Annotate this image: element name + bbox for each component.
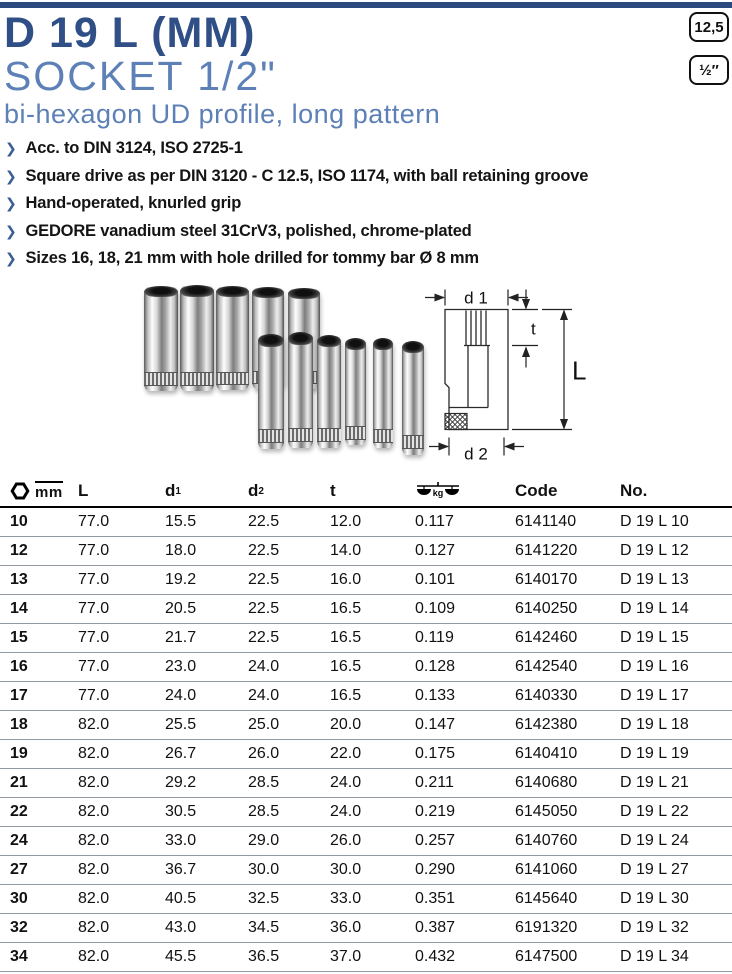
cell-L: 82.0 <box>78 914 165 943</box>
cell-d1: 36.7 <box>165 856 248 885</box>
bullet-chevron-icon: ❯ <box>5 250 17 266</box>
cell-weight: 0.432 <box>415 943 505 972</box>
feature-text: Sizes 16, 18, 21 mm with hole drilled for tommy bar Ø 8 mm <box>25 249 479 267</box>
cell-t: 37.0 <box>330 943 415 972</box>
header-label: d <box>165 481 176 500</box>
column-header-L <box>78 476 165 507</box>
table-row <box>0 653 732 682</box>
top-accent-bar <box>0 2 732 8</box>
cell-L: 77.0 <box>78 566 165 595</box>
cell-no: D 19 L 22 <box>610 798 732 827</box>
feature-text: Acc. to DIN 3124, ISO 2725-1 <box>25 139 243 157</box>
spec-table-head <box>0 476 732 507</box>
cell-L: 82.0 <box>78 769 165 798</box>
cell-d1: 26.7 <box>165 740 248 769</box>
cell-d1: 25.5 <box>165 711 248 740</box>
bullet-chevron-icon: ❯ <box>5 140 17 156</box>
table-row <box>0 682 732 711</box>
product-photo-sockets <box>142 283 434 459</box>
cell-no: D 19 L 18 <box>610 711 732 740</box>
table-row <box>0 711 732 740</box>
socket-knurl-band <box>402 435 424 449</box>
cell-d2: 22.5 <box>248 566 330 595</box>
table-row <box>0 769 732 798</box>
cell-weight: 0.127 <box>415 537 505 566</box>
cell-code: 6191320 <box>505 914 610 943</box>
cell-t: 16.5 <box>330 624 415 653</box>
cell-d2: 30.0 <box>248 856 330 885</box>
column-header-d1 <box>165 476 248 507</box>
cell-no: D 19 L 17 <box>610 682 732 711</box>
cell-size: 18 <box>0 711 78 740</box>
feature-text: Square drive as per DIN 3120 - C 12.5, ISO 1174, with ball retaining groove <box>25 166 589 185</box>
cell-d2: 28.5 <box>248 769 330 798</box>
socket-image <box>216 287 249 390</box>
cell-d1: 18.0 <box>165 537 248 566</box>
cell-d1: 29.2 <box>165 769 248 798</box>
cell-no: D 19 L 15 <box>610 624 732 653</box>
cell-weight: 0.109 <box>415 595 505 624</box>
column-header-t <box>330 476 415 507</box>
cell-size: 16 <box>0 653 78 682</box>
socket-opening <box>258 334 284 347</box>
feature-text: Hand-operated, knurled grip <box>25 194 242 212</box>
socket-opening <box>402 341 424 353</box>
cell-code: 6147500 <box>505 943 610 972</box>
cell-no: D 19 L 34 <box>610 943 732 972</box>
cell-size: 32 <box>0 914 78 943</box>
cell-code: 6141220 <box>505 537 610 566</box>
table-row <box>0 827 732 856</box>
cell-d2: 22.5 <box>248 624 330 653</box>
cell-size: 24 <box>0 827 78 856</box>
cell-d2: 25.0 <box>248 711 330 740</box>
table-row <box>0 566 732 595</box>
cell-d2: 24.0 <box>248 682 330 711</box>
cell-d2: 32.5 <box>248 885 330 914</box>
cell-d2: 26.0 <box>248 740 330 769</box>
cell-d1: 23.0 <box>165 653 248 682</box>
cell-code: 6140170 <box>505 566 610 595</box>
socket-image <box>345 339 366 445</box>
cell-weight: 0.257 <box>415 827 505 856</box>
cell-t: 16.5 <box>330 682 415 711</box>
cell-d2: 29.0 <box>248 827 330 856</box>
cell-code: 6145640 <box>505 885 610 914</box>
socket-opening <box>317 335 341 347</box>
table-row <box>0 537 732 566</box>
header-label: d <box>248 481 259 500</box>
socket-knurl-band <box>180 372 214 386</box>
bullet-chevron-icon: ❯ <box>5 195 17 211</box>
dim-label-L: L <box>572 355 587 386</box>
cell-size: 15 <box>0 624 78 653</box>
cell-t: 24.0 <box>330 798 415 827</box>
cell-L: 77.0 <box>78 537 165 566</box>
cell-size: 10 <box>0 507 78 537</box>
cell-d2: 36.5 <box>248 943 330 972</box>
socket-opening <box>144 286 178 297</box>
cell-L: 82.0 <box>78 856 165 885</box>
cell-code: 6140250 <box>505 595 610 624</box>
socket-opening <box>345 338 366 350</box>
cell-L: 82.0 <box>78 740 165 769</box>
dim-label-t: t <box>531 319 536 339</box>
cell-L: 77.0 <box>78 682 165 711</box>
cell-weight: 0.147 <box>415 711 505 740</box>
cell-weight: 0.119 <box>415 624 505 653</box>
drive-badges <box>689 12 729 85</box>
dim-label-d2: d 2 <box>464 444 488 464</box>
cell-code: 6142380 <box>505 711 610 740</box>
cell-L: 77.0 <box>78 507 165 537</box>
cell-t: 22.0 <box>330 740 415 769</box>
cell-no: D 19 L 27 <box>610 856 732 885</box>
cell-weight: 0.175 <box>415 740 505 769</box>
cell-code: 6142540 <box>505 653 610 682</box>
drive-size-badge-half-inch: ½″ <box>689 55 729 85</box>
table-row <box>0 624 732 653</box>
cell-code: 6142460 <box>505 624 610 653</box>
cell-d1: 21.7 <box>165 624 248 653</box>
cell-size: 14 <box>0 595 78 624</box>
socket-opening <box>252 287 284 298</box>
socket-image <box>180 286 214 391</box>
feature-item <box>5 222 588 241</box>
cell-t: 33.0 <box>330 885 415 914</box>
cell-no: D 19 L 16 <box>610 653 732 682</box>
header-label: t <box>330 481 336 500</box>
page-subtitle: SOCKET 1/2" <box>4 53 277 99</box>
cell-d1: 43.0 <box>165 914 248 943</box>
table-row <box>0 885 732 914</box>
feature-item <box>5 249 588 268</box>
cell-d1: 30.5 <box>165 798 248 827</box>
column-header-code <box>505 476 610 507</box>
cell-size: 30 <box>0 885 78 914</box>
socket-opening <box>216 286 249 297</box>
bullet-chevron-icon: ❯ <box>5 222 17 239</box>
cell-size: 13 <box>0 566 78 595</box>
cell-t: 26.0 <box>330 827 415 856</box>
table-row <box>0 856 732 885</box>
cell-weight: 0.133 <box>415 682 505 711</box>
cell-d2: 22.5 <box>248 595 330 624</box>
socket-image <box>317 336 341 448</box>
cell-code: 6140330 <box>505 682 610 711</box>
dim-label-d1: d 1 <box>464 288 488 308</box>
column-header-d2 <box>248 476 330 507</box>
drive-size-badge-12-5: 12,5 <box>689 12 729 42</box>
socket-image <box>288 333 313 448</box>
socket-knurl-band <box>345 426 366 440</box>
header-subscript: 1 <box>175 485 181 497</box>
spec-table-body <box>0 507 732 972</box>
cell-weight: 0.290 <box>415 856 505 885</box>
cell-weight: 0.219 <box>415 798 505 827</box>
cell-weight: 0.117 <box>415 507 505 537</box>
cell-d1: 33.0 <box>165 827 248 856</box>
cell-no: D 19 L 24 <box>610 827 732 856</box>
cell-t: 16.0 <box>330 566 415 595</box>
cell-d2: 22.5 <box>248 507 330 537</box>
socket-opening <box>373 338 393 350</box>
cell-size: 17 <box>0 682 78 711</box>
cell-t: 30.0 <box>330 856 415 885</box>
cell-d2: 34.5 <box>248 914 330 943</box>
column-header-no <box>610 476 732 507</box>
socket-image <box>258 335 284 449</box>
cell-d2: 24.0 <box>248 653 330 682</box>
cell-size: 22 <box>0 798 78 827</box>
socket-image <box>144 287 178 391</box>
cell-L: 82.0 <box>78 827 165 856</box>
cell-code: 6141140 <box>505 507 610 537</box>
cell-code: 6145050 <box>505 798 610 827</box>
spec-header-row <box>0 476 732 507</box>
table-row <box>0 595 732 624</box>
cell-code: 6140410 <box>505 740 610 769</box>
cell-size: 27 <box>0 856 78 885</box>
cell-no: D 19 L 30 <box>610 885 732 914</box>
cell-no: D 19 L 13 <box>610 566 732 595</box>
table-row <box>0 740 732 769</box>
table-row <box>0 798 732 827</box>
feature-text: GEDORE vanadium steel 31CrV3, polished, chrome-plated <box>25 221 472 240</box>
cell-t: 20.0 <box>330 711 415 740</box>
socket-image <box>402 342 424 455</box>
page-description: bi-hexagon UD profile, long pattern <box>4 99 441 129</box>
column-header-size <box>0 476 78 507</box>
cell-d2: 22.5 <box>248 537 330 566</box>
cell-t: 16.5 <box>330 653 415 682</box>
socket-dimension-diagram <box>420 278 620 466</box>
cell-t: 36.0 <box>330 914 415 943</box>
cell-L: 77.0 <box>78 624 165 653</box>
cell-weight: 0.128 <box>415 653 505 682</box>
cell-no: D 19 L 19 <box>610 740 732 769</box>
cell-no: D 19 L 12 <box>610 537 732 566</box>
header-label: L <box>78 481 89 500</box>
hexagon-icon <box>10 481 30 501</box>
cell-L: 82.0 <box>78 711 165 740</box>
cell-d1: 45.5 <box>165 943 248 972</box>
cell-size: 19 <box>0 740 78 769</box>
cell-d1: 20.5 <box>165 595 248 624</box>
socket-knurl-band <box>288 428 313 443</box>
page-title: D 19 L (MM) <box>4 9 256 57</box>
socket-opening <box>180 285 214 297</box>
socket-image <box>373 339 393 448</box>
socket-knurl-band <box>258 429 284 444</box>
cell-size: 12 <box>0 537 78 566</box>
cell-L: 82.0 <box>78 798 165 827</box>
cell-t: 14.0 <box>330 537 415 566</box>
table-row <box>0 507 732 537</box>
cell-L: 82.0 <box>78 885 165 914</box>
spec-table <box>0 476 732 972</box>
cell-no: D 19 L 21 <box>610 769 732 798</box>
socket-knurl-band <box>373 429 393 443</box>
cell-d1: 24.0 <box>165 682 248 711</box>
cell-t: 24.0 <box>330 769 415 798</box>
header-subscript: 2 <box>258 485 264 497</box>
cell-t: 16.5 <box>330 595 415 624</box>
cell-L: 82.0 <box>78 943 165 972</box>
mm-unit-label: mm <box>35 481 63 501</box>
feature-item <box>5 167 588 186</box>
cell-d2: 28.5 <box>248 798 330 827</box>
cell-L: 77.0 <box>78 653 165 682</box>
cell-code: 6140760 <box>505 827 610 856</box>
socket-knurl-band <box>216 372 249 385</box>
cell-weight: 0.101 <box>415 566 505 595</box>
cell-weight: 0.387 <box>415 914 505 943</box>
socket-opening <box>288 332 313 345</box>
header-label: No. <box>620 481 648 500</box>
header-label: Code <box>515 481 558 500</box>
column-header-weight <box>415 476 505 507</box>
cell-L: 77.0 <box>78 595 165 624</box>
cell-size: 34 <box>0 943 78 972</box>
feature-item <box>5 194 588 213</box>
cell-d1: 19.2 <box>165 566 248 595</box>
technical-drawing <box>420 278 620 466</box>
cell-d1: 15.5 <box>165 507 248 537</box>
cell-size: 21 <box>0 769 78 798</box>
bullet-chevron-icon: ❯ <box>5 167 17 184</box>
socket-knurl-band <box>317 428 341 442</box>
cell-no: D 19 L 14 <box>610 595 732 624</box>
cell-weight: 0.351 <box>415 885 505 914</box>
table-row <box>0 914 732 943</box>
weight-scale-icon <box>415 481 461 501</box>
cell-code: 6140680 <box>505 769 610 798</box>
socket-knurl-band <box>144 372 178 385</box>
cell-t: 12.0 <box>330 507 415 537</box>
cell-no: D 19 L 10 <box>610 507 732 537</box>
feature-list <box>5 139 588 277</box>
socket-opening <box>288 288 320 299</box>
cell-no: D 19 L 32 <box>610 914 732 943</box>
feature-item <box>5 139 588 158</box>
table-row <box>0 943 732 972</box>
cell-code: 6141060 <box>505 856 610 885</box>
cell-weight: 0.211 <box>415 769 505 798</box>
cell-d1: 40.5 <box>165 885 248 914</box>
svg-text:kg: kg <box>432 488 444 498</box>
